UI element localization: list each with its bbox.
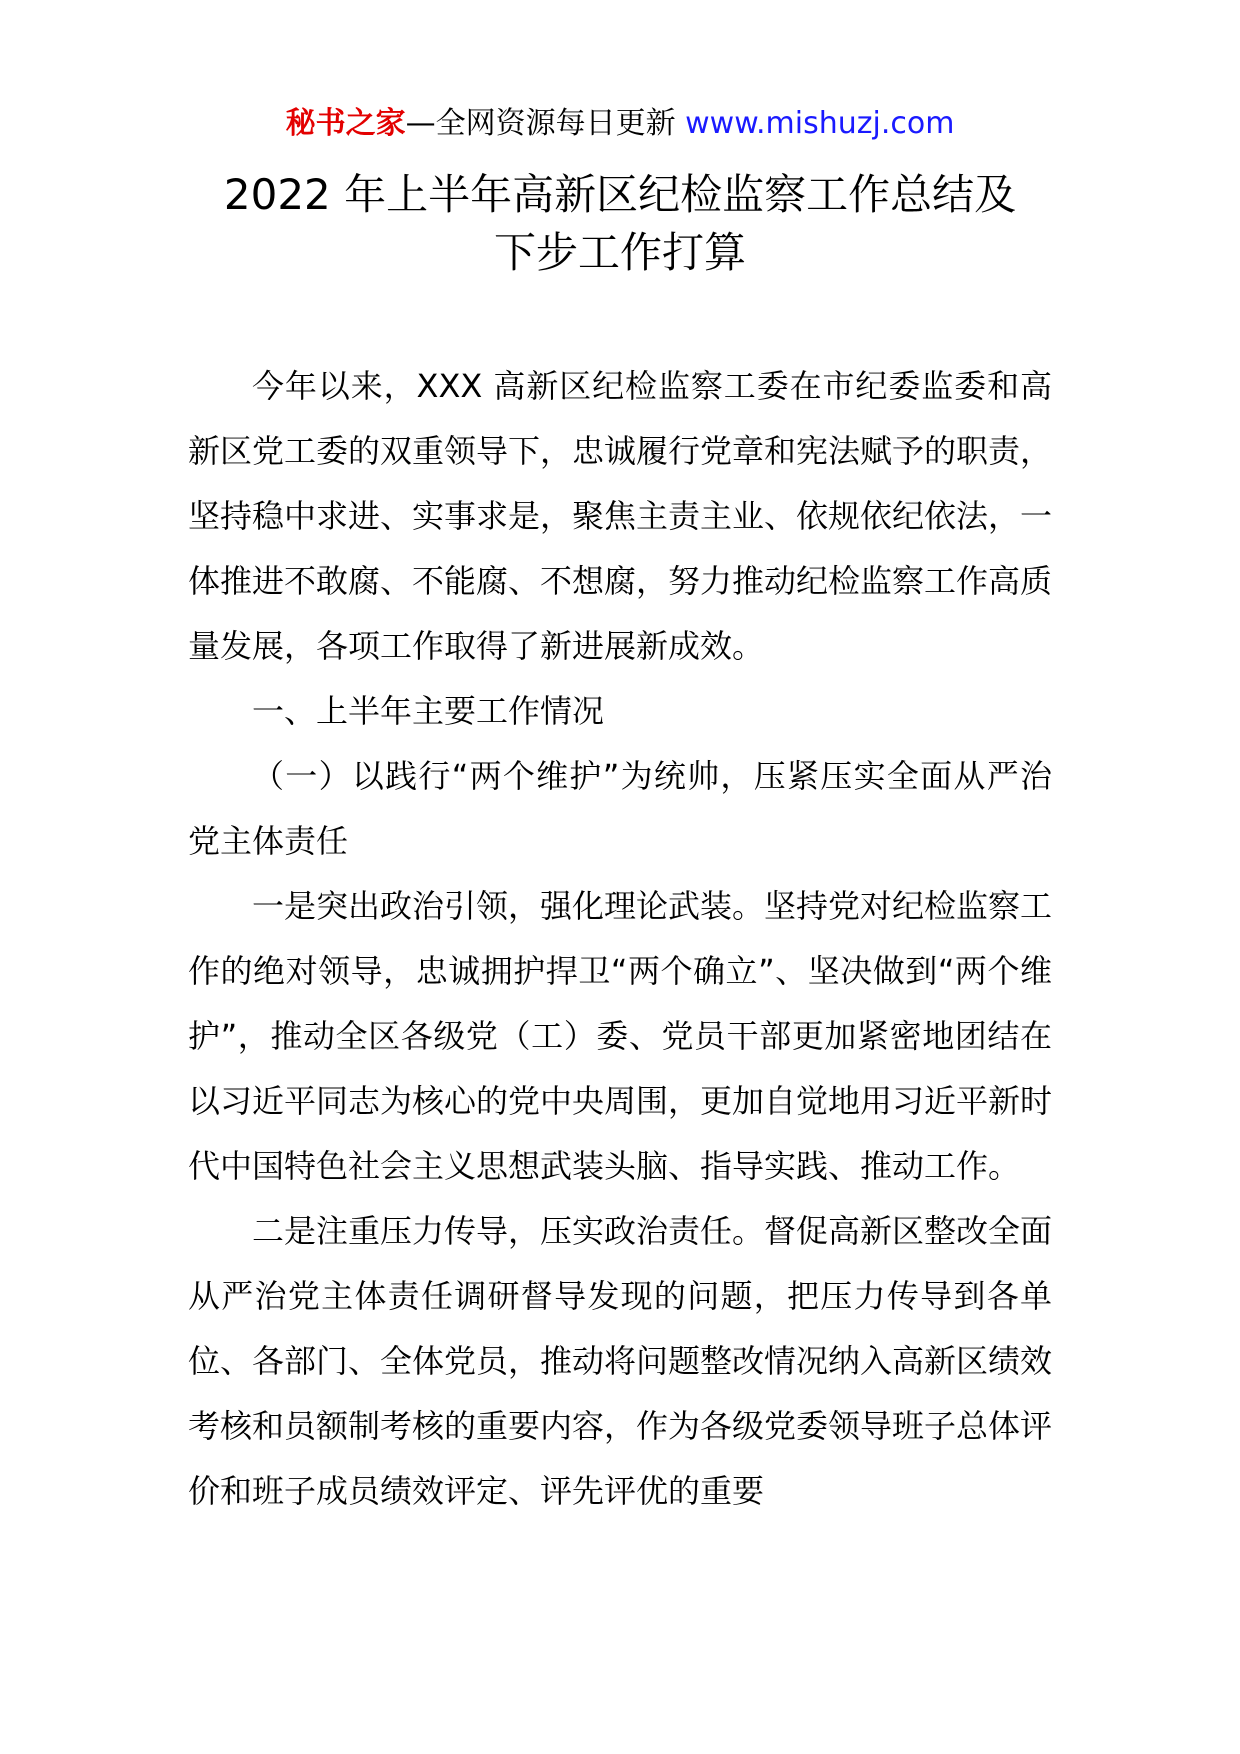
subsection-heading-1: （一）以践行“两个维护”为统帅，压紧压实全面从严治党主体责任 bbox=[188, 757, 1052, 860]
site-url-link[interactable]: www.mishuzj.com bbox=[685, 106, 955, 141]
document-title-line-2: 下步工作打算 bbox=[493, 228, 746, 277]
site-header-banner bbox=[0, 104, 1240, 144]
section-heading-1: 一、上半年主要工作情况 bbox=[252, 692, 605, 730]
paragraph-intro: 今年以来，XXX 高新区纪检监察工委在市纪委监委和高新区党工委的双重领导下，忠诚履行党章和宪法赋予的职责，坚持稳中求进、实事求是，聚焦主责主业、依规依纪依法，一体推进不敢腐、不能腐、不想腐，努力推动纪检监察工作高质量发展，各项工作取得了新进展新成效。 bbox=[188, 367, 1053, 665]
document-title-line-1: 2022 年上半年高新区纪检监察工作总结及 bbox=[223, 170, 1017, 219]
paragraph-item-1: 一是突出政治引领，强化理论武装。坚持党对纪检监察工作的绝对领导，忠诚拥护捍卫“两个确立”、坚决做到“两个维护”，推动全区各级党（工）委、党员干部更加紧密地团结在以习近平同志为核心的党中央周围，更加自觉地用习近平新时代中国特色社会主义思想武装头脑、指导实践、推动工作。 bbox=[188, 887, 1053, 1185]
document-body bbox=[188, 354, 1052, 1524]
paragraph-item-2: 二是注重压力传导，压实政治责任。督促高新区整改全面从严治党主体责任调研督导发现的问题，把压力传导到各单位、各部门、全体党员，推动将问题整改情况纳入高新区绩效考核和员额制考核的重要内容，作为各级党委领导班子总体评价和班子成员绩效评定、评先评优的重要 bbox=[188, 1212, 1053, 1510]
site-tagline: —全网资源每日更新 bbox=[405, 106, 686, 141]
document-title bbox=[150, 166, 1090, 282]
site-brand: 秘书之家 bbox=[285, 106, 406, 141]
